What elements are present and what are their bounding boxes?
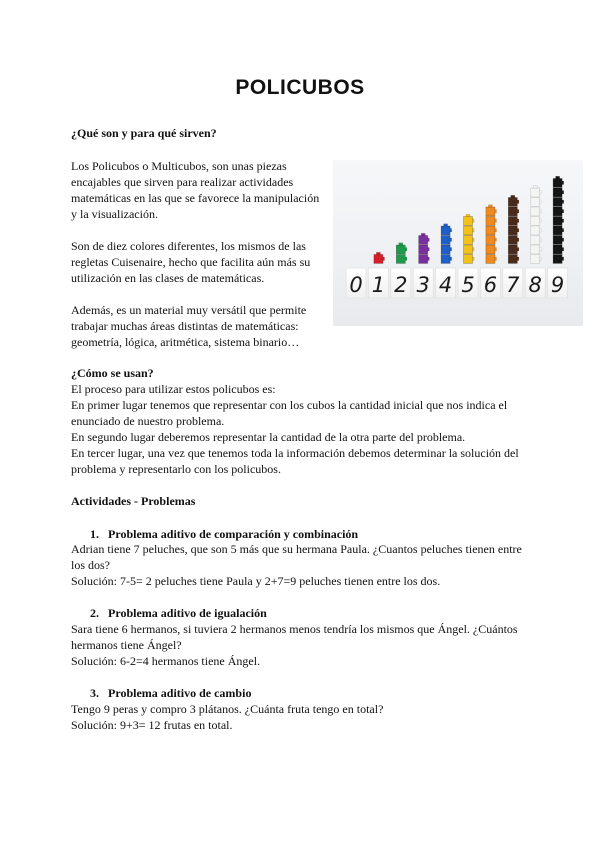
digit-label: 8 (528, 273, 542, 297)
policube (531, 226, 540, 235)
policube (508, 198, 517, 207)
policube-connector (473, 238, 475, 242)
problem-title: Problema aditivo de igualación (108, 606, 267, 620)
text-line: En segundo lugar deberemos representar la cantidad de la otra parte del problema. (71, 430, 466, 444)
policube-connector (495, 229, 497, 233)
policube (508, 255, 517, 264)
policube-top-peg (421, 233, 425, 235)
policube-connector (517, 200, 519, 204)
text-line: Solución: 6-2=4 hermanos tiene Ángel. (71, 654, 261, 668)
problem-2-title (90, 606, 267, 621)
digit-label: 7 (506, 273, 520, 297)
policube-connector (517, 257, 519, 261)
page-title: POLICUBOS (235, 76, 365, 99)
policube (486, 255, 495, 264)
problem-title: Problema aditivo de comparación y combinación (108, 527, 359, 541)
digit-label: 9 (550, 273, 565, 297)
policube-connector (495, 238, 497, 242)
policube-connector (540, 210, 542, 214)
policube (464, 245, 473, 254)
policube-top-peg (399, 243, 403, 245)
policube-connector (517, 229, 519, 233)
policube (441, 236, 450, 245)
policube-connector (562, 191, 564, 195)
policube-top-peg (556, 176, 560, 178)
policube (553, 179, 562, 188)
policube (441, 255, 450, 264)
policube-connector (428, 257, 430, 261)
text-line: Tengo 9 peras y compro 3 plátanos. ¿Cuánta fruta tengo en total? (71, 702, 384, 716)
policube (396, 255, 405, 264)
policube-connector (495, 257, 497, 261)
digit-label: 1 (371, 273, 386, 297)
policube-connector (473, 257, 475, 261)
policube (508, 226, 517, 235)
policube (396, 245, 405, 254)
policube-connector (562, 219, 564, 223)
policube (441, 226, 450, 235)
problem-1-text (71, 541, 522, 589)
text-line: Solución: 7-5= 2 peluches tiene Paula y 2+7=9 peluches tienen entre los dos. (71, 574, 441, 588)
policube-connector (517, 219, 519, 223)
policube (441, 245, 450, 254)
text-line: En primer lugar tenemos que representar con los cubos la cantidad inicial que nos indica el (71, 398, 508, 412)
policube-connector (517, 238, 519, 242)
paragraph-process (71, 381, 519, 477)
policube-connector (473, 219, 475, 223)
policube (508, 245, 517, 254)
policube (553, 255, 562, 264)
policube (531, 188, 540, 197)
policube-connector (450, 257, 452, 261)
text-line: Además, es un material muy versátil que permite (71, 303, 307, 317)
text-line: problema y representarlo con los policubos. (71, 462, 281, 476)
text-line: encajables que sirven para realizar actividades (71, 175, 294, 189)
policube (464, 236, 473, 245)
problem-3-text (71, 701, 383, 733)
problem-number: 1. (90, 527, 99, 541)
policube-connector (495, 219, 497, 223)
text-line: regletas Cuisenaire, hecho que facilita aún más su (71, 255, 311, 269)
text-line: geometría, lógica, aritmética, sistema binario… (71, 335, 300, 349)
policube-connector (450, 229, 452, 233)
policube (508, 207, 517, 216)
problem-title: Problema aditivo de cambio (108, 686, 252, 700)
policube (419, 255, 428, 264)
policube-connector (562, 257, 564, 261)
policube-connector (562, 181, 564, 185)
policube-top-peg (488, 205, 492, 207)
digit-label: 6 (483, 273, 498, 297)
policube-connector (540, 238, 542, 242)
digit-label: 3 (416, 273, 430, 297)
policube (464, 217, 473, 226)
text-line: Los Policubos o Multicubos, son unas piezas (71, 159, 287, 173)
policube (486, 207, 495, 216)
policube (374, 255, 383, 264)
policube-connector (473, 229, 475, 233)
policube-connector (540, 257, 542, 261)
problem-2-text (71, 621, 518, 669)
policube-connector (540, 200, 542, 204)
policube (531, 236, 540, 245)
policube-top-peg (376, 252, 380, 254)
policube-connector (383, 257, 385, 261)
policube (486, 217, 495, 226)
paragraph-versatile (71, 302, 306, 350)
paragraph-intro (71, 158, 319, 222)
section-heading-how: ¿Cómo se usan? (71, 366, 154, 380)
policube-connector (540, 248, 542, 252)
policube-connector (495, 210, 497, 214)
text-line: y la visualización. (71, 207, 158, 221)
policube (531, 255, 540, 264)
text-line: Sara tiene 6 hermanos, si tuviera 2 hermanos menos tendría los mismos que Ángel. ¿Cuántos (71, 622, 518, 636)
policube-connector (405, 257, 407, 261)
policube-top-peg (533, 186, 537, 188)
policube-connector (562, 248, 564, 252)
text-line: Adrian tiene 7 peluches, que son 5 más que su hermana Paula. ¿Cuantos peluches tienen entre (71, 542, 522, 556)
policube (553, 226, 562, 235)
policube (553, 207, 562, 216)
text-line: Son de diez colores diferentes, los mismos de las (71, 239, 306, 253)
policube (553, 188, 562, 197)
problem-number: 3. (90, 686, 99, 700)
policubos-photo (333, 160, 583, 326)
text-line: Solución: 9+3= 12 frutas en total. (71, 718, 233, 732)
policube-connector (495, 248, 497, 252)
policube-top-peg (511, 195, 515, 197)
problem-1-title (90, 527, 358, 542)
section-heading-activities: Actividades - Problemas (71, 494, 196, 508)
policube (553, 245, 562, 254)
policube (486, 245, 495, 254)
policube (531, 198, 540, 207)
policube-connector (405, 248, 407, 252)
policube-connector (450, 238, 452, 242)
policube (553, 198, 562, 207)
policube-connector (428, 248, 430, 252)
policube-connector (450, 248, 452, 252)
policube (553, 217, 562, 226)
policube-top-peg (444, 224, 448, 226)
policube (531, 217, 540, 226)
policube-connector (562, 200, 564, 204)
policube-connector (562, 238, 564, 242)
text-line: hermanos tiene Ángel? (71, 638, 182, 652)
policube (486, 226, 495, 235)
paragraph-colors (71, 238, 310, 286)
policube (553, 236, 562, 245)
policubos-illustration (333, 160, 583, 326)
problem-3-title (90, 686, 251, 701)
policube-connector (562, 210, 564, 214)
section-heading-what: ¿Qué son y para qué sirven? (71, 126, 217, 140)
text-line: utilización en las clases de matemáticas. (71, 271, 265, 285)
policube (531, 207, 540, 216)
digit-label: 4 (438, 273, 453, 297)
policube-connector (517, 248, 519, 252)
text-line: matemáticas en las que se favorece la manipulación (71, 191, 320, 205)
digit-label: 0 (349, 273, 363, 297)
policube (508, 236, 517, 245)
policube-connector (473, 248, 475, 252)
policube-connector (540, 229, 542, 233)
text-line: En tercer lugar, una vez que tenemos toda la información debemos determinar la solución del (71, 446, 519, 460)
text-line: enunciado de nuestro problema. (71, 414, 225, 428)
text-line: trabajar muchas áreas distintas de matemáticas: (71, 319, 299, 333)
policube (486, 236, 495, 245)
policube (464, 226, 473, 235)
policube (419, 245, 428, 254)
policube-connector (517, 210, 519, 214)
policube (531, 245, 540, 254)
digit-label: 2 (394, 273, 408, 297)
policube-connector (562, 229, 564, 233)
policube-connector (540, 219, 542, 223)
policube-top-peg (466, 214, 470, 216)
policube (508, 217, 517, 226)
text-line: los dos? (71, 558, 110, 572)
digit-label: 5 (461, 273, 475, 297)
policube-connector (540, 191, 542, 195)
policube (464, 255, 473, 264)
policube (419, 236, 428, 245)
text-line: El proceso para utilizar estos policubos es: (71, 382, 276, 396)
problem-number: 2. (90, 606, 99, 620)
policube-connector (428, 238, 430, 242)
